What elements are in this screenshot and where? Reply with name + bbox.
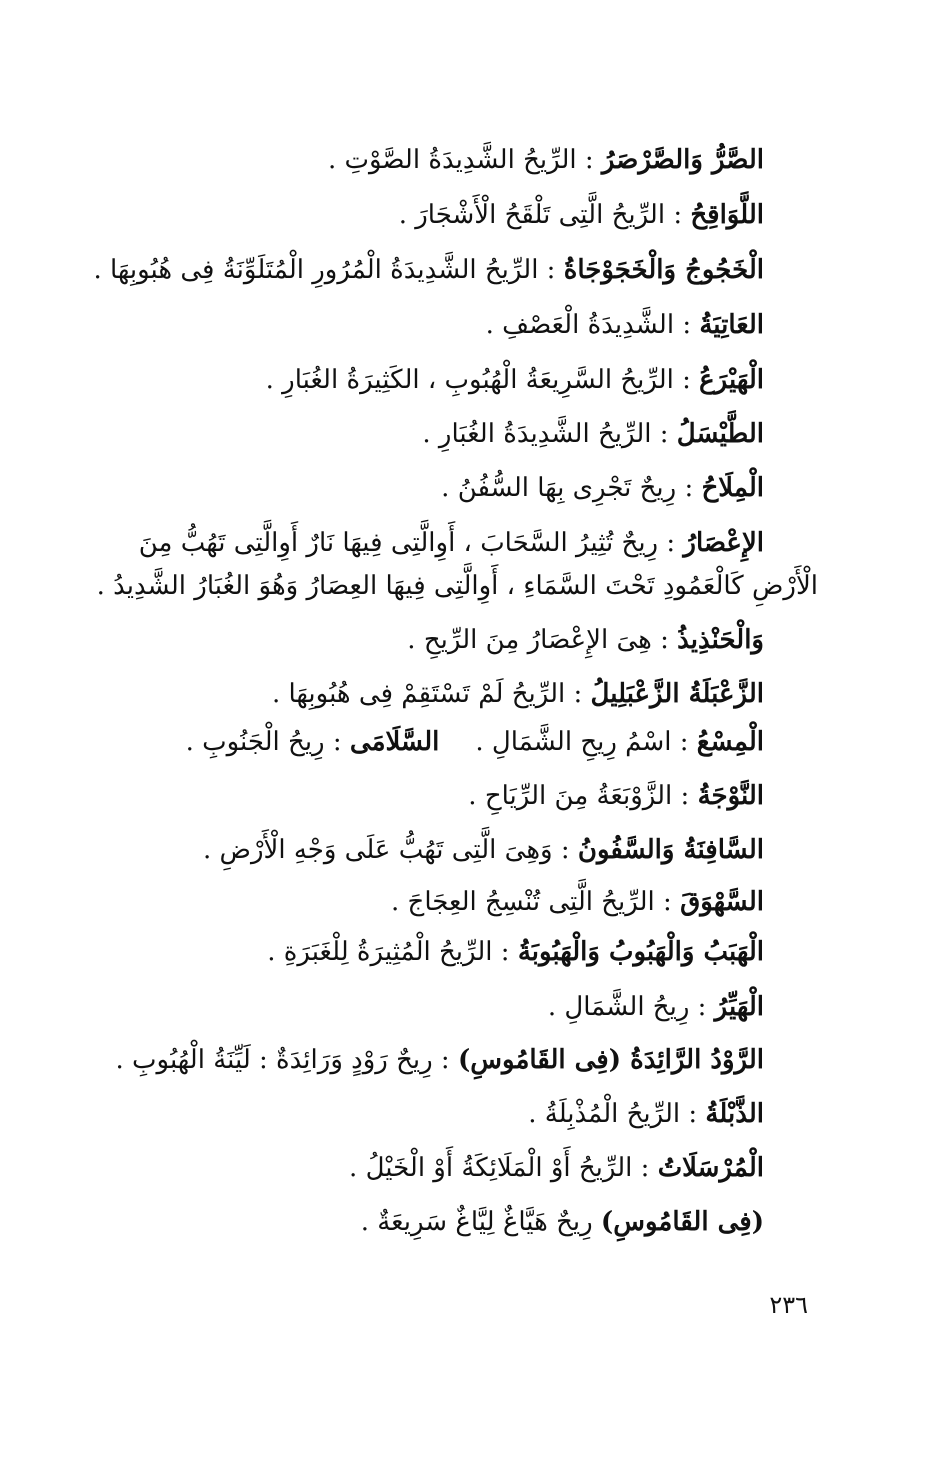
entry-line bbox=[391, 882, 764, 922]
entry-line-continuation bbox=[97, 566, 818, 606]
entry-term: الْهَيْرَعُ bbox=[699, 365, 764, 395]
entry-term: الطَّيْسَلُ bbox=[676, 419, 764, 449]
entry-line bbox=[548, 987, 764, 1027]
entry-definition: : رِيحٌ رَوْدٍ وَرَائِدَةٌ : لَيِّنَةُ الْهُبُوبِ . bbox=[115, 1045, 458, 1075]
entry-term: الْمُرْسَلَاتُ bbox=[657, 1153, 764, 1183]
entry-line bbox=[186, 722, 764, 762]
entry-definition: : الرِّيحُ الشَّدِيدَةُ الصَّوْتِ . bbox=[327, 145, 602, 175]
entry-term: العَاتِيَةُ bbox=[699, 310, 764, 340]
entry-line bbox=[349, 1148, 764, 1188]
entry-definition: الْأَرْضِ كَالْعَمُودِ تَحْتَ السَّمَاءِ ، أَوِالَّتِى فِيهَا العِصَارُ وَهُوَ الغُبَارُ الشَّدِيدُ . bbox=[96, 571, 818, 601]
entry-term: اللَّوَاقِحُ bbox=[690, 200, 764, 230]
entry-term: السَّهْوَقَ bbox=[680, 887, 764, 917]
entry-term: السَّافِنَةُ وَالسَّفُونُ bbox=[577, 835, 764, 865]
entry-line bbox=[361, 1202, 764, 1242]
entry-line bbox=[266, 360, 764, 400]
entry-line bbox=[486, 305, 764, 345]
entry-term: الْهَيِّرُ bbox=[714, 992, 764, 1022]
entry-term: الرَّوْدُ الرَّائِدَةُ (فِى القَامُوسِ) bbox=[457, 1045, 764, 1075]
entry-line bbox=[468, 776, 764, 816]
entry-definition: : الرِّيحُ الَّتِى تُنْسِجُ العِجَاجَ . bbox=[391, 887, 681, 917]
page-number: ٢٣٦ bbox=[769, 1291, 808, 1319]
entry-term: وَالْحَنْذِيذُ bbox=[677, 625, 764, 655]
entry-term: الْمِلَاحُ bbox=[701, 473, 764, 503]
entry-line bbox=[422, 414, 764, 454]
entry-definition: : الرِّيحُ الَّتِى تَلْقَحُ الْأَشْجَارَ . bbox=[398, 200, 691, 230]
entry-line bbox=[328, 140, 764, 180]
entry-definition: : هِىَ الإِعْصَارُ مِنَ الرِّيحِ . bbox=[407, 625, 678, 655]
entry-term: الإِعْصَارُ bbox=[683, 528, 764, 558]
entry-definition: : رِيحُ الشَّمَالِ . bbox=[547, 992, 715, 1022]
entry-definition: : رِيحٌ تُثِيرُ السَّحَابَ ، أَوِالَّتِى فِيهَا نَارٌ أَوِالَّتِى تَهُبُّ مِنَ bbox=[138, 528, 684, 558]
entry-line bbox=[203, 830, 764, 870]
entry-definition: : الرِّيحُ الْمُذْبِلَةُ . bbox=[528, 1099, 706, 1129]
entry-definition: : الرِّيحُ الْمُثِيرَةُ لِلْغَبَرَةِ . bbox=[267, 937, 518, 967]
entry-line bbox=[441, 468, 764, 508]
entry-definition: : الرِّيحُ لَمْ تَسْتَقِمْ فِى هُبُوبِهَا . bbox=[271, 679, 591, 709]
entry-line bbox=[267, 932, 764, 972]
entry-definition: : الرِّيحُ السَّرِيعَةُ الْهُبُوبِ ، الكَثِيرَةُ الغُبَارِ . bbox=[265, 365, 700, 395]
entry-line bbox=[93, 250, 764, 290]
entry-term: الصَّرُّ وَالصَّرْصَرُ bbox=[601, 145, 764, 175]
entry-term: (فِى القَامُوسِ) bbox=[600, 1207, 764, 1237]
entry-definition: : رِيحُ الْجَنُوبِ . bbox=[185, 727, 350, 757]
entry-line bbox=[272, 674, 764, 714]
entry-definition: : رِيحٌ تَجْرِى بِهَا السُّفُنُ . bbox=[441, 473, 702, 503]
entry-definition: : الرِّيحُ الشَّدِيدَةُ الغُبَارِ . bbox=[422, 419, 677, 449]
entry-line bbox=[139, 523, 764, 563]
entry-definition: رِيحٌ هَيَّاغٌ لِيَّاغٌ سَرِيعَةٌ . bbox=[360, 1207, 601, 1237]
entry-definition: : الزَّوْبَعَةُ مِنَ الرِّيَاحِ . bbox=[468, 781, 698, 811]
entry-line bbox=[116, 1040, 764, 1080]
entry-definition: : اسْمُ رِيحِ الشَّمَالِ . bbox=[475, 727, 697, 757]
entry-term: الْخَجُوجُ وَالْخَجَوْجَاةُ bbox=[563, 255, 764, 285]
entry-term: الْهَبَبُ وَالْهَبُوبُ وَالْهَبُوبَةُ bbox=[517, 937, 764, 967]
entry-definition: : وَهِىَ الَّتِى تَهُبُّ عَلَى وَجْهِ الْأَرْضِ . bbox=[202, 835, 578, 865]
entry-definition: : الرِّيحُ الشَّدِيدَةُ الْمُرُورِ الْمُتَلَوِّنَةُ فِى هُبُوبِهَا . bbox=[93, 255, 564, 285]
entry-term: النَّوْجَةُ bbox=[697, 781, 764, 811]
entry-line bbox=[528, 1094, 764, 1134]
entry-line bbox=[399, 195, 764, 235]
entry-definition: : الشَّدِيدَةُ الْعَصْفِ . bbox=[485, 310, 700, 340]
entry-line bbox=[407, 620, 764, 660]
entry-term: الْمِسْعُ bbox=[696, 727, 764, 757]
entry-term: الزَّعْبَلَةُ الزَّعْبَلِيلُ bbox=[590, 679, 764, 709]
entry-term: الذَّبْلَةُ bbox=[705, 1099, 764, 1129]
entry-definition: : الرِّيحُ أَوْ الْمَلَائِكَةُ أَوْ الْخَيْلُ . bbox=[349, 1153, 658, 1183]
entry-term: السَّلَامَى bbox=[349, 727, 440, 757]
